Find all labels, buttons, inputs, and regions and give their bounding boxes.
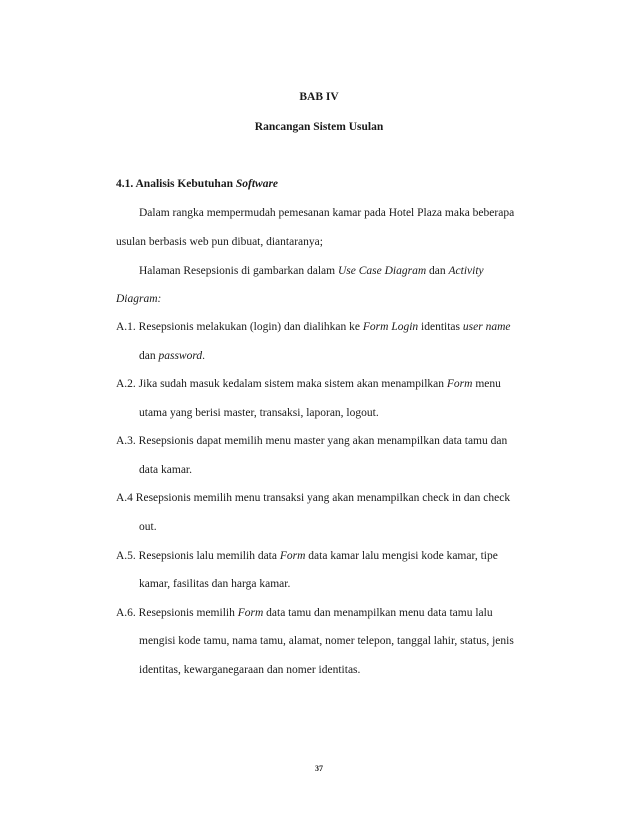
paragraph1-line2: usulan berbasis web pun dibuat, diantaranya; xyxy=(116,236,323,248)
chapter-label: BAB IV xyxy=(299,91,339,103)
text-run-italic: user name xyxy=(462,321,511,333)
text-run: data kamar lalu mengisi kode kamar, tipe xyxy=(305,550,498,562)
text-run-italic: password xyxy=(158,350,203,362)
item-a3-line2: data kamar. xyxy=(139,464,193,476)
section-heading xyxy=(116,177,278,191)
text-run: A.5. Resepsionis lalu memilih data xyxy=(116,550,280,562)
item-a2-line2: utama yang berisi master, transaksi, laporan, logout. xyxy=(139,407,379,419)
text-run: data tamu dan menampilkan menu data tamu lalu xyxy=(263,607,493,619)
item-a6-line2: mengisi kode tamu, nama tamu, alamat, nomer telepon, tanggal lahir, status, jenis xyxy=(139,635,514,647)
paragraph1-line1: Dalam rangka mempermudah pemesanan kamar pada Hotel Plaza maka beberapa xyxy=(139,207,515,219)
text-run-italic: Use Case Diagram xyxy=(337,265,427,277)
text-run: A.2. Jika sudah masuk kedalam sistem maka sistem akan menampilkan xyxy=(116,378,447,390)
item-a3-line1: A.3. Resepsionis dapat memilih menu master yang akan menampilkan data tamu dan xyxy=(116,435,508,447)
text-run: dan xyxy=(139,350,159,362)
page-number: 37 xyxy=(315,764,323,773)
item-a4-line2: out. xyxy=(139,521,157,533)
chapter-title: Rancangan Sistem Usulan xyxy=(254,121,384,133)
text-run: dan xyxy=(426,265,449,277)
paragraph2-line1 xyxy=(139,264,484,278)
paragraph2-line2: Diagram: xyxy=(116,293,162,305)
item-a1-line1 xyxy=(116,320,510,334)
text-run: menu xyxy=(472,378,501,390)
item-a6-line3: identitas, kewarganegaraan dan nomer identitas. xyxy=(139,664,361,676)
section-title-italic: Software xyxy=(235,178,279,190)
item-a5-line2: kamar, fasilitas dan harga kamar. xyxy=(139,578,291,590)
text-run-italic: Activity xyxy=(448,265,484,277)
text-run: A.6. Resepsionis memilih xyxy=(116,607,238,619)
text-run-italic: Form xyxy=(237,607,264,619)
text-run-italic: Form Login xyxy=(362,321,419,333)
item-a6-line1 xyxy=(116,606,493,620)
text-run: identitas xyxy=(418,321,463,333)
text-run: A.1. Resepsionis melakukan (login) dan dialihkan ke xyxy=(116,321,363,333)
item-a5-line1 xyxy=(116,549,498,563)
text-run: Halaman Resepsionis di gambarkan dalam xyxy=(139,265,338,277)
text-run-italic: Form xyxy=(279,550,306,562)
text-run-italic: Form xyxy=(446,378,473,390)
section-title: Analisis Kebutuhan xyxy=(135,178,233,190)
item-a4-line1: A.4 Resepsionis memilih menu transaksi yang akan menampilkan check in dan check xyxy=(116,492,511,504)
item-a1-line2 xyxy=(139,349,205,363)
section-number: 4.1. xyxy=(116,178,134,190)
item-a2-line1 xyxy=(116,377,501,391)
text-run: . xyxy=(202,350,206,362)
